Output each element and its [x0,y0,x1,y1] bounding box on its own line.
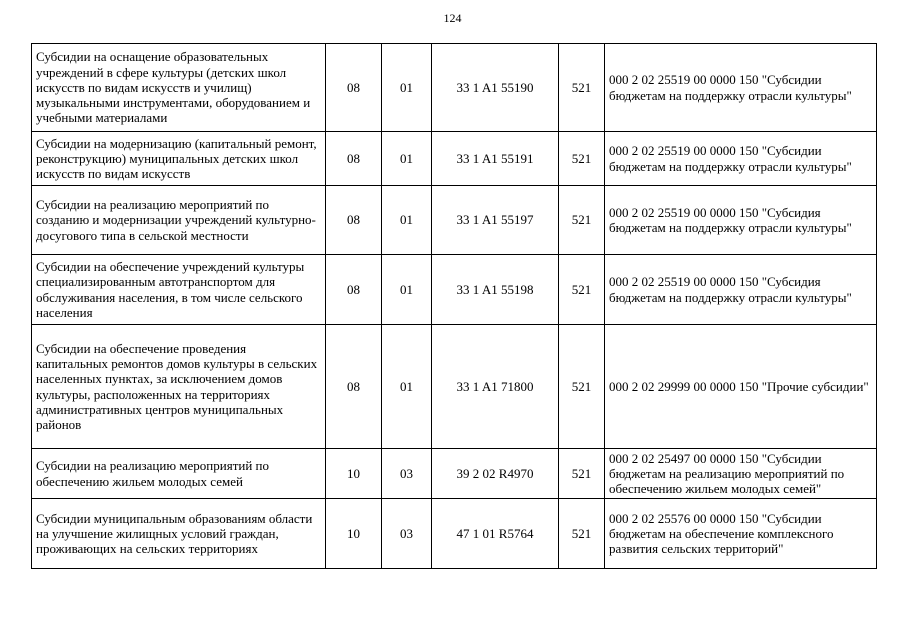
expense-type-cell: 521 [559,132,605,186]
target-article-cell: 39 2 02 R4970 [432,449,559,499]
target-article-cell: 47 1 01 R5764 [432,499,559,569]
table-row [32,132,877,186]
page-number: 124 [443,11,462,25]
revenue-code-cell: 000 2 02 25519 00 0000 150 "Субсидия бюджетам на поддержку отрасли культуры" [605,255,877,325]
revenue-code-cell: 000 2 02 25497 00 0000 150 "Субсидии бюджетам на реализацию мероприятий по обеспечению жильем молодых семей" [605,449,877,499]
target-article-cell: 33 1 A1 55198 [432,255,559,325]
target-article-cell: 33 1 A1 71800 [432,325,559,449]
row-name-cell: Субсидии на обеспечение проведения капитальных ремонтов домов культуры в сельских населенных пунктах, за исключением домов культуры, расположенных на территориях административных центров муниципальных районов [32,325,326,449]
row-name-cell: Субсидии на обеспечение учреждений культуры специализированным автотранспортом для обслуживания населения, в том числе сельского населения [32,255,326,325]
section-cell: 10 [326,499,382,569]
subsection-cell: 01 [382,132,432,186]
row-name-cell: Субсидии на реализацию мероприятий по обеспечению жильем молодых семей [32,449,326,499]
row-name-cell: Субсидии муниципальным образованиям области на улучшение жилищных условий граждан, проживающих на сельских территориях [32,499,326,569]
section-cell: 08 [326,325,382,449]
expense-type-cell: 521 [559,325,605,449]
table-row [32,325,877,449]
subsection-cell: 01 [382,186,432,255]
subsection-cell: 01 [382,44,432,132]
row-name-cell: Субсидии на реализацию мероприятий по созданию и модернизации учреждений культурно-досугового типа в сельской местности [32,186,326,255]
revenue-code-cell: 000 2 02 25519 00 0000 150 "Субсидии бюджетам на поддержку отрасли культуры" [605,44,877,132]
row-name-cell: Субсидии на модернизацию (капитальный ремонт, реконструкцию) муниципальных детских школ искусств по видам искусств [32,132,326,186]
subsection-cell: 03 [382,449,432,499]
row-name-cell: Субсидии на оснащение образовательных учреждений в сфере культуры (детских школ искусств по видам искусств и училищ) музыкальными инструментами, оборудованием и учебными материалами [32,44,326,132]
table-row [32,499,877,569]
table-row [32,255,877,325]
revenue-code-cell: 000 2 02 25519 00 0000 150 "Субсидии бюджетам на поддержку отрасли культуры" [605,132,877,186]
subsection-cell: 01 [382,255,432,325]
section-cell: 08 [326,44,382,132]
target-article-cell: 33 1 A1 55190 [432,44,559,132]
section-cell: 08 [326,186,382,255]
expense-type-cell: 521 [559,186,605,255]
budget-table [31,43,877,569]
target-article-cell: 33 1 A1 55191 [432,132,559,186]
target-article-cell: 33 1 A1 55197 [432,186,559,255]
table-row [32,186,877,255]
revenue-code-cell: 000 2 02 25576 00 0000 150 "Субсидии бюджетам на обеспечение комплексного развития сельских территорий" [605,499,877,569]
subsection-cell: 01 [382,325,432,449]
subsection-cell: 03 [382,499,432,569]
table-row [32,449,877,499]
revenue-code-cell: 000 2 02 25519 00 0000 150 "Субсидия бюджетам на поддержку отрасли культуры" [605,186,877,255]
section-cell: 08 [326,132,382,186]
expense-type-cell: 521 [559,449,605,499]
table-row [32,44,877,132]
section-cell: 10 [326,449,382,499]
expense-type-cell: 521 [559,499,605,569]
expense-type-cell: 521 [559,255,605,325]
revenue-code-cell: 000 2 02 29999 00 0000 150 "Прочие субсидии" [605,325,877,449]
expense-type-cell: 521 [559,44,605,132]
section-cell: 08 [326,255,382,325]
